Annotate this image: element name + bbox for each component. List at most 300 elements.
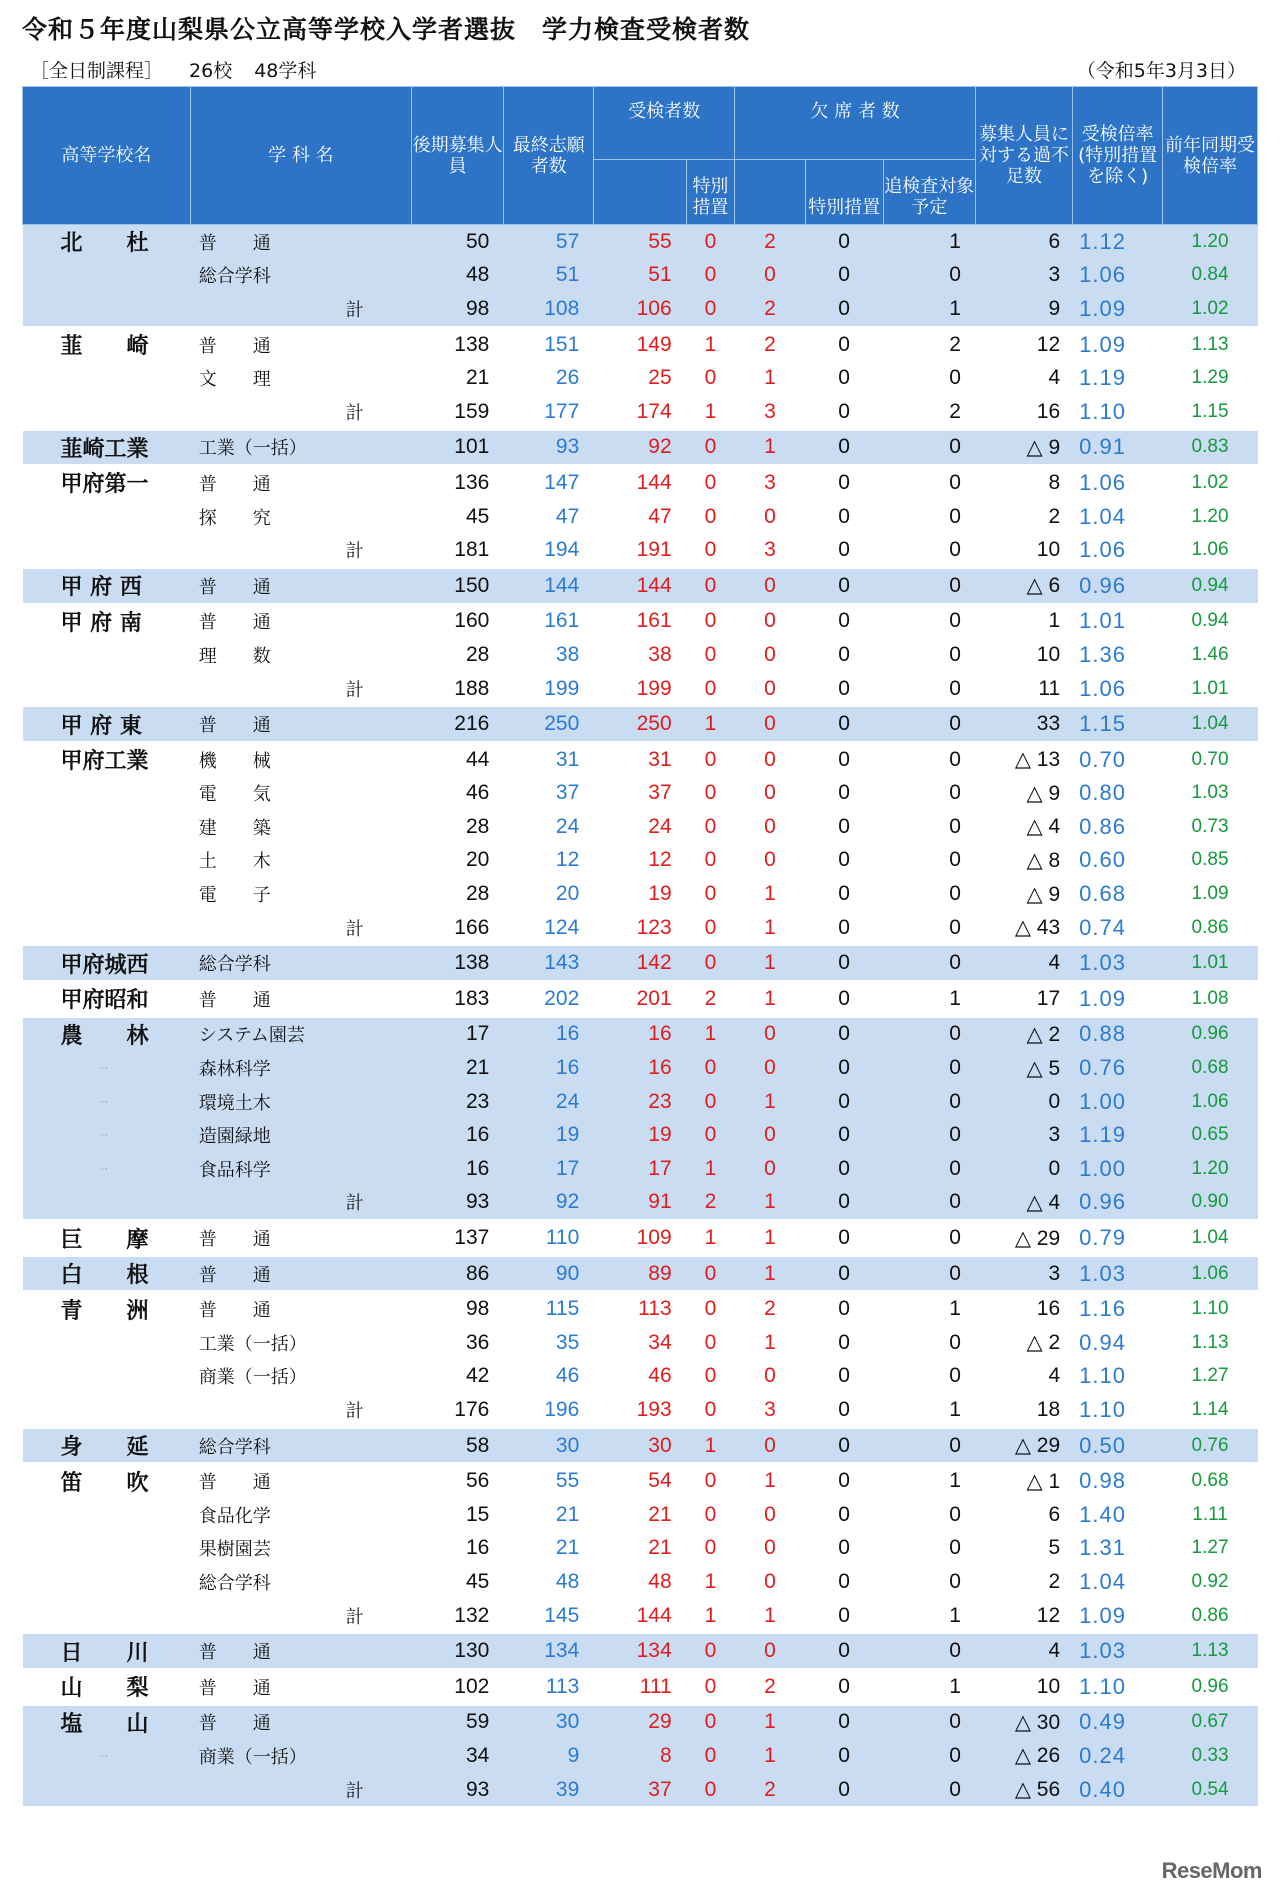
special-cell: 0 (686, 1463, 735, 1498)
special-cell: 0 (704, 814, 717, 838)
special-cell: 0 (704, 781, 717, 805)
recruit-cell: 86 (411, 1256, 503, 1292)
absent-special-cell: 0 (838, 642, 850, 666)
applicants-cell: 17 (504, 1152, 594, 1186)
examinees-cell: 144 (636, 1603, 672, 1627)
applicants-cell: 144 (504, 568, 594, 604)
school-cell: 農 林 (23, 1017, 191, 1052)
retest-cell: 1 (883, 1669, 975, 1705)
absent-special-cell: 0 (805, 568, 883, 604)
examinees-cell: 89 (594, 1256, 686, 1292)
applicants-cell: 134 (504, 1633, 594, 1669)
absent-special-cell: 0 (805, 1428, 883, 1464)
school-cell: 甲 府 東 (23, 706, 191, 742)
applicants-cell: 113 (504, 1669, 594, 1705)
school-cell (23, 1599, 191, 1634)
header-recruit: 後期募集人員 (411, 87, 503, 225)
rate-cell: 1.36 (1079, 641, 1126, 667)
dept-cell: 計 (190, 1186, 411, 1221)
rate-cell: 1.06 (1073, 259, 1163, 293)
examinees-cell: 46 (648, 1364, 672, 1388)
dept-cell: 工業（一括） (198, 1333, 307, 1355)
prev-rate-cell: 1.06 (1163, 1085, 1258, 1119)
rate-cell: 1.09 (1073, 327, 1163, 362)
recruit-cell: 93 (411, 1186, 503, 1221)
absent-special-cell: 0 (805, 1773, 883, 1807)
absent-cell: 1 (735, 945, 805, 981)
rate-cell: 0.60 (1079, 847, 1126, 873)
retest-cell: 1 (883, 292, 975, 327)
absent-special-cell: 0 (838, 882, 850, 906)
shortage-cell: 4 (975, 1633, 1072, 1669)
prev-rate-cell: 0.92 (1191, 1570, 1229, 1592)
table-row (23, 430, 1258, 466)
prev-rate-cell: 0.67 (1163, 1705, 1258, 1740)
report-date: （令和5年3月3日） (1076, 60, 1246, 82)
absent-cell: 2 (735, 1669, 805, 1705)
header-absent-special: 特別措置 (805, 160, 883, 225)
shortage-cell: △ 5 (975, 1051, 1072, 1085)
table-row (23, 1360, 1258, 1394)
recruit-cell: 34 (411, 1739, 503, 1773)
rate-cell: 1.10 (1079, 398, 1126, 424)
school-cell (23, 292, 191, 327)
retest-cell: 2 (949, 399, 961, 423)
shortage-cell: 2 (1048, 1569, 1061, 1593)
table-row (23, 1532, 1258, 1566)
absent-special-cell: 0 (838, 538, 850, 562)
absent-cell: 0 (735, 742, 805, 777)
header-examinees-spacer (594, 160, 686, 225)
applicants-cell: 24 (504, 1085, 594, 1119)
special-cell: 1 (686, 1152, 735, 1186)
dept-cell: 森林科学 (190, 1051, 411, 1085)
dept-cell: 計 (345, 1606, 364, 1628)
applicants-cell: 20 (555, 882, 580, 906)
examinees-cell: 149 (594, 327, 686, 362)
special-cell: 0 (704, 1502, 717, 1526)
examinees-cell: 144 (594, 568, 686, 604)
retest-cell: 0 (883, 1256, 975, 1292)
examinees-cell: 199 (636, 676, 672, 700)
absent-special-cell: 0 (838, 1536, 850, 1560)
absent-cell: 2 (735, 292, 805, 327)
prev-rate-cell: 1.20 (1163, 1152, 1258, 1186)
absent-cell: 1 (764, 1603, 776, 1627)
dept-cell: 機 械 (190, 742, 411, 777)
absent-cell: 1 (735, 1463, 805, 1498)
table-row (23, 706, 1258, 742)
examinees-cell: 92 (594, 430, 686, 466)
absent-cell: 0 (764, 676, 776, 700)
absent-special-cell: 0 (805, 465, 883, 500)
special-cell: 0 (686, 430, 735, 466)
applicants-cell: 39 (504, 1773, 594, 1807)
absent-cell: 1 (764, 366, 776, 390)
dept-cell: 普 通 (190, 1291, 411, 1326)
recruit-cell: 137 (411, 1220, 503, 1256)
special-cell: 0 (704, 848, 717, 872)
recruit-cell: 28 (465, 814, 490, 838)
examinee-table (22, 86, 1258, 1806)
retest-cell: 2 (883, 327, 975, 362)
absent-special-cell: 0 (838, 504, 850, 528)
table-row (23, 1256, 1258, 1292)
applicants-cell: 143 (504, 945, 594, 981)
absent-cell: 3 (735, 465, 805, 500)
examinees-cell: 123 (636, 915, 672, 939)
special-cell: 0 (704, 676, 717, 700)
absent-special-cell: 0 (838, 781, 850, 805)
shortage-cell: △ 2 (1026, 1331, 1061, 1355)
shortage-cell: 10 (1036, 642, 1061, 666)
dept-cell: 総合学科 (198, 1572, 271, 1594)
prev-rate-cell: 1.27 (1191, 1365, 1229, 1387)
table-row (23, 1051, 1258, 1085)
absent-cell: 2 (735, 225, 805, 259)
applicants-cell: 57 (504, 225, 594, 259)
school-cell: 韮崎工業 (23, 430, 191, 466)
rate-cell: 1.40 (1079, 1501, 1126, 1527)
absent-cell: 2 (735, 1291, 805, 1326)
special-cell: 0 (686, 465, 735, 500)
dept-cell: 計 (345, 918, 364, 940)
header-prev-rate: 前年同期受検倍率 (1163, 87, 1258, 225)
table-row (23, 810, 1258, 844)
recruit-cell: 181 (454, 538, 490, 562)
prev-rate-cell: 1.04 (1163, 706, 1258, 742)
absent-special-cell: 0 (805, 1017, 883, 1052)
dept-cell: 食品科学 (190, 1152, 411, 1186)
special-cell: 1 (704, 1603, 717, 1627)
prev-rate-cell: 0.86 (1191, 916, 1229, 938)
examinees-cell: 250 (594, 706, 686, 742)
special-cell: 0 (686, 225, 735, 259)
school-cell (23, 777, 191, 811)
shortage-cell: △ 8 (1026, 848, 1061, 872)
rate-cell: 1.01 (1073, 604, 1163, 639)
prev-rate-cell: 0.33 (1163, 1739, 1258, 1773)
school-cell: 巨 摩 (23, 1220, 191, 1256)
special-cell: 1 (704, 1569, 717, 1593)
absent-special-cell: 0 (838, 814, 850, 838)
applicants-cell: 93 (504, 430, 594, 466)
dept-cell: 普 通 (190, 1705, 411, 1740)
table-header (23, 87, 1258, 225)
rate-cell: 0.79 (1073, 1220, 1163, 1256)
examinees-cell: 201 (594, 981, 686, 1017)
absent-cell: 0 (764, 848, 776, 872)
special-cell: 0 (704, 366, 717, 390)
rate-cell: 0.86 (1079, 813, 1126, 839)
school-cell: 甲府昭和 (23, 981, 191, 1017)
special-cell: 0 (686, 1256, 735, 1292)
prev-rate-cell: 1.04 (1163, 1220, 1258, 1256)
retest-cell: 0 (949, 504, 961, 528)
recruit-cell: 59 (411, 1705, 503, 1740)
shortage-cell: 6 (1048, 1502, 1061, 1526)
examinees-cell: 161 (594, 604, 686, 639)
recruit-cell: 136 (411, 465, 503, 500)
absent-special-cell: 0 (805, 604, 883, 639)
absent-cell: 0 (735, 706, 805, 742)
special-cell: 0 (704, 1536, 717, 1560)
shortage-cell: △ 6 (975, 568, 1072, 604)
rate-cell: 1.09 (1079, 1602, 1126, 1628)
applicants-cell: 35 (555, 1330, 580, 1354)
retest-cell: 0 (883, 1428, 975, 1464)
retest-cell: 0 (949, 1502, 961, 1526)
recruit-cell: 44 (411, 742, 503, 777)
shortage-cell: 33 (975, 706, 1072, 742)
retest-cell: 0 (883, 1773, 975, 1807)
rate-cell: 0.80 (1079, 780, 1126, 806)
recruit-cell: 21 (411, 1051, 503, 1085)
applicants-cell: 145 (544, 1603, 580, 1627)
rate-cell: 1.00 (1073, 1085, 1163, 1119)
table-row (23, 1220, 1258, 1256)
absent-cell: 0 (735, 1633, 805, 1669)
applicants-cell: 19 (504, 1118, 594, 1152)
examinees-cell: 19 (648, 882, 672, 906)
dept-cell: 電 子 (198, 885, 271, 907)
special-cell: 0 (686, 1773, 735, 1807)
absent-special-cell: 0 (838, 1330, 850, 1354)
examinees-cell: 144 (594, 465, 686, 500)
special-cell: 0 (704, 882, 717, 906)
rate-cell: 1.00 (1073, 1152, 1163, 1186)
school-cell (23, 361, 191, 395)
recruit-cell: 50 (411, 225, 503, 259)
prev-rate-cell: 0.83 (1163, 430, 1258, 466)
table-row (23, 1428, 1258, 1464)
rate-cell: 0.40 (1073, 1773, 1163, 1807)
prev-rate-cell: 1.01 (1191, 677, 1229, 699)
applicants-cell: 12 (555, 848, 580, 872)
table-row (23, 1705, 1258, 1740)
retest-cell: 1 (883, 1291, 975, 1326)
recruit-cell: 17 (411, 1017, 503, 1052)
prev-rate-cell: 1.09 (1191, 883, 1229, 905)
recruit-cell: 159 (454, 399, 490, 423)
rate-cell: 1.03 (1073, 945, 1163, 981)
rate-cell: 1.06 (1079, 537, 1126, 563)
absent-cell: 0 (735, 1051, 805, 1085)
rate-cell: 1.04 (1079, 1568, 1126, 1594)
course-label: ［全日制課程］ (30, 60, 164, 82)
special-cell: 0 (704, 504, 717, 528)
table-row-total (23, 1773, 1258, 1807)
prev-rate-cell: 1.14 (1191, 1398, 1229, 1420)
examinees-cell: 38 (648, 642, 672, 666)
applicants-cell: 90 (504, 1256, 594, 1292)
applicants-cell: 92 (504, 1186, 594, 1221)
prev-rate-cell: 0.84 (1163, 259, 1258, 293)
table-row-total (23, 911, 1258, 946)
school-cell: 甲 府 南 (23, 604, 191, 639)
absent-cell: 2 (735, 327, 805, 362)
special-cell: 0 (686, 1118, 735, 1152)
table-row (23, 1739, 1258, 1773)
absent-cell: 1 (735, 1220, 805, 1256)
prev-rate-cell: 0.94 (1163, 604, 1258, 639)
absent-cell: 1 (735, 1186, 805, 1221)
prev-rate-cell: 1.01 (1163, 945, 1258, 981)
applicants-cell: 199 (544, 676, 580, 700)
rate-cell: 1.10 (1079, 1396, 1126, 1422)
absent-special-cell: 0 (805, 1291, 883, 1326)
table-row (23, 568, 1258, 604)
absent-special-cell: 0 (805, 1152, 883, 1186)
retest-cell: 0 (883, 465, 975, 500)
special-cell: 0 (686, 1705, 735, 1740)
special-cell: 0 (686, 1051, 735, 1085)
table-row (23, 1633, 1258, 1669)
examinee-table-wrapper (22, 86, 1258, 1806)
retest-cell: 0 (949, 915, 961, 939)
rate-cell: 1.03 (1073, 1256, 1163, 1292)
school-cell: ·· (23, 1152, 191, 1186)
shortage-cell: △ 29 (975, 1220, 1072, 1256)
applicants-cell: 48 (555, 1569, 580, 1593)
shortage-cell: 0 (975, 1085, 1072, 1119)
absent-special-cell: 0 (805, 430, 883, 466)
school-cell (23, 1393, 191, 1428)
shortage-cell: △ 30 (975, 1705, 1072, 1740)
school-cell (23, 877, 191, 911)
header-absent: 欠 席 者 数 (735, 87, 976, 160)
special-cell: 2 (686, 981, 735, 1017)
shortage-cell: 16 (975, 1291, 1072, 1326)
shortage-cell: 17 (975, 981, 1072, 1017)
applicants-cell: 30 (504, 1428, 594, 1464)
examinees-cell: 106 (594, 292, 686, 327)
school-cell (23, 1565, 191, 1599)
prev-rate-cell: 1.20 (1163, 225, 1258, 259)
absent-special-cell: 0 (838, 1364, 850, 1388)
recruit-cell: 138 (411, 945, 503, 981)
table-row (23, 945, 1258, 981)
recruit-cell: 42 (465, 1364, 490, 1388)
absent-cell: 0 (764, 814, 776, 838)
absent-cell: 3 (764, 1397, 776, 1421)
rate-cell: 1.19 (1079, 365, 1126, 391)
absent-cell: 2 (735, 1773, 805, 1807)
rate-cell: 1.06 (1079, 675, 1126, 701)
rate-cell: 0.98 (1073, 1463, 1163, 1498)
examinees-cell: 17 (594, 1152, 686, 1186)
special-cell: 1 (704, 399, 717, 423)
examinees-cell: 16 (594, 1017, 686, 1052)
prev-rate-cell: 1.03 (1191, 782, 1229, 804)
shortage-cell: △ 9 (1026, 781, 1061, 805)
absent-special-cell: 0 (805, 327, 883, 362)
absent-cell: 0 (764, 642, 776, 666)
shortage-cell: 4 (975, 945, 1072, 981)
applicants-cell: 16 (504, 1051, 594, 1085)
rate-cell: 1.09 (1073, 292, 1163, 327)
school-cell (23, 1326, 191, 1360)
table-body (23, 225, 1258, 1807)
absent-cell: 0 (735, 1118, 805, 1152)
prev-rate-cell: 1.20 (1191, 505, 1229, 527)
shortage-cell: 6 (975, 225, 1072, 259)
retest-cell: 0 (883, 1017, 975, 1052)
special-cell: 1 (686, 706, 735, 742)
header-examinees: 受検者数 (594, 87, 735, 160)
absent-cell: 1 (735, 1739, 805, 1773)
retest-cell: 0 (883, 1051, 975, 1085)
examinees-cell: 34 (648, 1330, 672, 1354)
absent-special-cell: 0 (805, 1051, 883, 1085)
examinees-cell: 174 (636, 399, 672, 423)
recruit-cell: 130 (411, 1633, 503, 1669)
shortage-cell: △ 26 (975, 1739, 1072, 1773)
rate-cell: 1.09 (1073, 981, 1163, 1017)
shortage-cell: 3 (975, 1256, 1072, 1292)
examinees-cell: 23 (594, 1085, 686, 1119)
header-shortage: 募集人員に対する過不足数 (975, 87, 1072, 225)
prev-rate-cell: 1.08 (1163, 981, 1258, 1017)
recruit-cell: 23 (411, 1085, 503, 1119)
applicants-cell: 202 (504, 981, 594, 1017)
rate-cell: 1.16 (1073, 1291, 1163, 1326)
dept-cell: 総合学科 (190, 945, 411, 981)
shortage-cell: △ 13 (975, 742, 1072, 777)
absent-special-cell: 0 (838, 399, 850, 423)
table-row (23, 327, 1258, 362)
prev-rate-cell: 0.68 (1163, 1463, 1258, 1498)
shortage-cell: 2 (1048, 504, 1061, 528)
dept-cell: 計 (190, 1773, 411, 1807)
dept-cell: 造園緑地 (190, 1118, 411, 1152)
dept-cell: 計 (345, 679, 364, 701)
table-row-total (23, 292, 1258, 327)
examinees-cell: 109 (594, 1220, 686, 1256)
absent-special-cell: 0 (805, 225, 883, 259)
shortage-cell: 0 (975, 1152, 1072, 1186)
absent-cell: 1 (735, 1256, 805, 1292)
table-row (23, 1118, 1258, 1152)
dept-cell: 普 通 (190, 1463, 411, 1498)
retest-cell: 0 (949, 538, 961, 562)
table-row (23, 1291, 1258, 1326)
examinees-cell: 47 (648, 504, 672, 528)
school-cell: ·· (23, 1739, 191, 1773)
header-applicants: 最終志願者数 (504, 87, 594, 225)
school-cell (23, 395, 191, 430)
prev-rate-cell: 0.68 (1163, 1051, 1258, 1085)
absent-cell: 0 (764, 1569, 776, 1593)
applicants-cell: 26 (555, 366, 580, 390)
special-cell: 0 (686, 1291, 735, 1326)
examinees-cell: 191 (636, 538, 672, 562)
dept-cell: 環境土木 (190, 1085, 411, 1119)
prev-rate-cell: 1.27 (1191, 1537, 1229, 1559)
retest-cell: 1 (883, 1463, 975, 1498)
school-cell (23, 1186, 191, 1221)
dept-cell: 計 (345, 402, 364, 424)
school-cell: ·· (23, 1051, 191, 1085)
absent-cell: 0 (735, 604, 805, 639)
prev-rate-cell: 0.96 (1163, 1017, 1258, 1052)
retest-cell: 0 (949, 814, 961, 838)
page-title: 令和５年度山梨県公立高等学校入学者選抜 学力検査受検者数 (22, 15, 751, 44)
header-school: 高等学校名 (23, 87, 191, 225)
applicants-cell: 16 (504, 1017, 594, 1052)
recruit-cell: 188 (454, 676, 490, 700)
table-row (23, 638, 1258, 672)
